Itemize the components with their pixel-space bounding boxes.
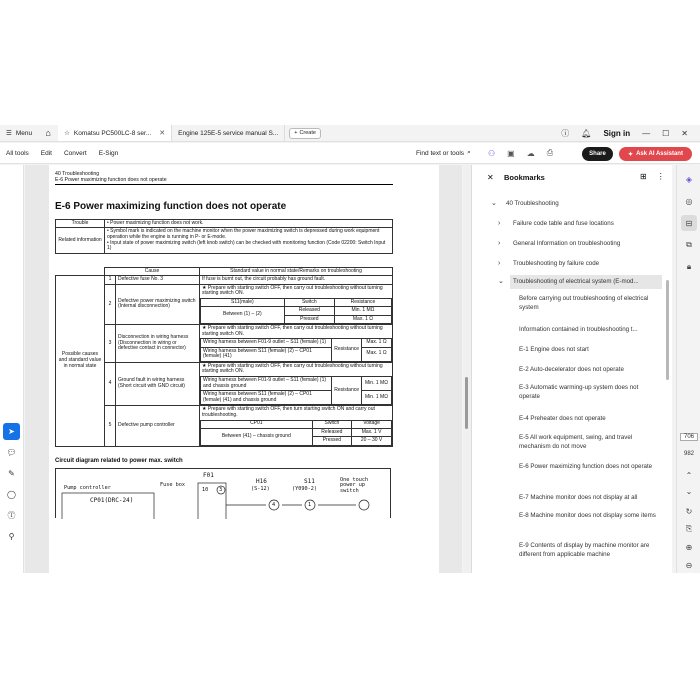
circuit-diagram [55, 468, 391, 518]
possible-causes-label: Possible causes and standard value in normal state [56, 276, 105, 446]
bookmarks-scrollbar[interactable] [666, 280, 669, 380]
row-detail: ★ Prepare with starting switch OFF, then carry out troubleshooting without turning starting switch ON. Wiring harness between F01-9 outlet – S11 (female) (1) and chassis ground Resistance Min. 1 MΩ Wiring harness between S11 (female) (2) – CP01 (female) (41) and chassis ground Min. 1 MΩ [200, 362, 393, 406]
row-no: 5 [105, 406, 116, 446]
bookmark-item[interactable]: › Troubleshooting by failure code [498, 260, 600, 267]
row-detail: ★ Prepare with starting switch OFF, then carry out troubleshooting without turning starting switch ON. S11(male) Switch Resistance Between (1) – (2) Released Min. 1 MΩ Pressed Max. 1 Ω [200, 284, 393, 324]
sign-in-button[interactable]: Sign in [603, 128, 631, 138]
pages-icon[interactable]: ⧉ [686, 240, 692, 249]
bookmark-item[interactable]: › Failure code table and fuse locations [498, 220, 614, 227]
title-bar [0, 125, 700, 142]
section-title: E-6 Power maximizing function does not operate [55, 200, 287, 212]
zoom-in-icon[interactable]: ⊕ [685, 542, 693, 552]
row-no: 4 [105, 362, 116, 406]
find-text-button[interactable] [416, 143, 471, 163]
main-toolbar [0, 143, 700, 164]
total-pages: 982 [683, 451, 694, 457]
plus-icon: + [294, 130, 298, 136]
h16-label: H16 [256, 477, 267, 485]
bookmark-item[interactable]: ⌄ 40 Troubleshooting [491, 200, 559, 207]
minimize-icon[interactable]: — [642, 128, 651, 138]
bookmark-item[interactable]: Before carrying out troubleshooting of electrical system [519, 295, 649, 311]
bookmarks-icon[interactable]: ⊟ [681, 215, 697, 231]
chevron-down-icon[interactable]: ⌄ [685, 486, 693, 496]
chevron-right-icon[interactable]: › [498, 240, 501, 247]
edit-button[interactable]: Edit [40, 149, 52, 157]
tab-label: Engine 125E-5 service manual S... [178, 129, 279, 137]
pin-3-label: 3 [219, 486, 223, 493]
esign-button[interactable]: E-Sign [98, 149, 119, 157]
pin-4-label: 4 [272, 501, 276, 508]
acrobat-window [0, 125, 700, 573]
fuse-box-label: Fuse box [160, 481, 185, 488]
menu-label: Menu [15, 129, 33, 137]
comments-icon[interactable]: ◎ [685, 196, 693, 206]
bookmark-item[interactable]: E-7 Machine monitor does not display at all [519, 494, 638, 501]
convert-button[interactable]: Convert [63, 149, 87, 157]
search-icon: ⌕ [467, 149, 471, 156]
bookmark-item-selected[interactable]: ⌄ Troubleshooting of electrical system (E-mod... [510, 275, 662, 289]
document-viewport[interactable] [25, 165, 462, 573]
title-bar-controls [561, 125, 700, 141]
find-label: Find text or tools [416, 149, 465, 157]
close-window-icon[interactable]: ✕ [681, 128, 688, 138]
tab-document-2[interactable] [172, 125, 285, 141]
pin-1-label: 1 [308, 501, 312, 508]
tab-document-1[interactable] [58, 125, 172, 141]
s11-sub-label: (Y090-2) [292, 485, 317, 492]
bookmark-header-icons [640, 172, 665, 181]
stamp-icon[interactable]: ⚲ [8, 532, 15, 541]
select-cursor-icon[interactable]: ➤ [3, 423, 20, 440]
bookmark-item[interactable]: E-8 Machine monitor does not display some items [519, 512, 656, 519]
chevron-right-icon[interactable]: › [498, 260, 501, 267]
bookmark-item[interactable]: Information contained in troubleshooting t... [519, 326, 638, 333]
bookmark-item[interactable]: E-4 Preheater does not operate [519, 415, 606, 422]
bookmark-item[interactable]: E-2 Auto-decelerator does not operate [519, 366, 624, 373]
scrollbar-thumb[interactable] [465, 377, 468, 429]
text-box-icon[interactable]: Ⓣ [7, 511, 16, 520]
row-detail: ★ Prepare with starting switch OFF, then turn starting switch ON and carry out troubleshooting. CP01 Switch Voltage Between (41) – chassis ground Released Max. 1 V Pressed 20 – 30 V [200, 406, 393, 446]
pin-10-label: 10 [202, 486, 209, 493]
bookmarks-header [472, 165, 672, 191]
chevron-right-icon[interactable]: › [498, 220, 501, 227]
all-tools-button[interactable]: All tools [6, 149, 29, 157]
trouble-table [55, 219, 393, 254]
row-cause: Defective power maximizing switch (Internal disconnection) [116, 284, 200, 324]
row-remark: If fuse is burnt out, the circuit probably has ground fault. [200, 276, 393, 284]
bookmark-item[interactable]: E-9 Contents of display by machine monitor are different from applicable machine [519, 542, 650, 558]
bookmark-item[interactable]: E-5 All work equipment, swing, and travel mechanism do not move [519, 434, 633, 450]
bookmarks-title: Bookmarks [504, 173, 545, 182]
save-icon[interactable]: ▣ [507, 148, 515, 158]
ai-chat-icon[interactable]: ◈ [685, 174, 693, 184]
home-icon[interactable]: ⌂ [45, 128, 51, 138]
h16-sub-label: (S-12) [251, 485, 270, 492]
help-icon[interactable]: ⓘ [561, 128, 570, 138]
hamburger-icon: ☰ [6, 130, 12, 137]
ai-label: Ask AI Assistant [636, 151, 683, 157]
running-head-2: E-6 Power maximizing function does not operate [55, 177, 393, 184]
upload-cloud-icon[interactable]: ☁ [526, 148, 535, 158]
lasso-icon[interactable]: ◯ [7, 490, 16, 499]
add-bookmark-icon[interactable]: ⊞ [640, 172, 647, 181]
bookmark-item[interactable]: E-6 Power maximizing function does not operate [519, 463, 653, 470]
trouble-text: • Power maximizing function does not work. [105, 219, 393, 227]
close-panel-icon[interactable]: ✕ [487, 173, 494, 182]
one-touch-label: One touch power up switch [340, 476, 369, 494]
organize-icon[interactable]: ⚇ [488, 148, 496, 158]
notifications-icon[interactable]: 🔔︎ [581, 128, 592, 138]
f01-label: F01 [203, 471, 214, 479]
row-cause: Ground fault in wiring harness (Short circuit with GND circuit) [116, 362, 200, 406]
row-cause: Defective pump controller [116, 406, 200, 446]
current-page-field[interactable]: 706 [680, 433, 698, 441]
row-cause: Disconnection in wiring harness (Disconnection in wiring or defective contact in connector) [116, 325, 200, 363]
related-text: • Symbol mark is indicated on the machine monitor when the power maximizing switch is depressed during work equipment operation while the engine is running in P- or E-mode. • Input state of power maximizing switch (left knob switch) can be checked with monitoring function (Code 02200: Switch Input 1) [105, 228, 393, 254]
lock-icon[interactable]: 🔒︎ [686, 262, 692, 271]
cp01-label: CP01(DRC-24) [90, 496, 134, 504]
row-cause: Defective fuse No. 3 [116, 276, 200, 284]
cause-header: Cause [105, 267, 200, 275]
menu-button[interactable] [0, 125, 38, 141]
document-scrollbar[interactable] [463, 165, 471, 573]
create-button[interactable] [289, 128, 321, 139]
row-no: 2 [105, 284, 116, 324]
bookmark-item[interactable]: E-3 Automatic warming-up system does not operate [519, 384, 639, 400]
running-head-1: 40 Troubleshooting [55, 171, 100, 177]
row-no: 3 [105, 325, 116, 363]
print-icon[interactable]: ⎙ [546, 148, 554, 157]
chevron-down-icon[interactable]: ⌄ [491, 200, 497, 207]
pen-icon[interactable]: ✎ [8, 469, 15, 478]
tab-label: Komatsu PC500LC-8 ser... [73, 129, 152, 137]
fit-page-icon[interactable]: ⎘ [685, 524, 693, 533]
share-button[interactable]: Share [582, 147, 613, 161]
pump-controller-label: Pump controller [64, 484, 111, 491]
ai-sparkle-icon: ✦ [628, 151, 634, 158]
row-no: 1 [105, 276, 116, 284]
bookmarks-panel [471, 165, 672, 573]
causes-table [55, 267, 393, 447]
toolbar-icons [488, 143, 553, 163]
chevron-down-icon[interactable]: ⌄ [498, 278, 504, 285]
more-options-icon[interactable]: ⋮ [656, 172, 665, 181]
s11-label: S11 [304, 477, 315, 485]
bookmark-item[interactable]: E-1 Engine does not start [519, 346, 589, 353]
create-label: Create [299, 130, 316, 136]
trouble-label: Trouble [56, 219, 105, 227]
right-tool-rail [676, 165, 700, 573]
star-icon[interactable]: ☆ [64, 130, 70, 137]
row-detail: ★ Prepare with starting switch OFF, then carry out troubleshooting without turning starting switch ON. Wiring harness between F01-9 outlet – S11 (female) (1) Resistance Max. 1 Ω Wiring harness between S11 (female) (2) – CP01 (female) (41) Max. 1 Ω [200, 325, 393, 363]
chevron-up-icon[interactable]: ⌃ [685, 470, 693, 480]
comment-icon[interactable]: 💬︎ [6, 448, 17, 457]
related-label: Related information [56, 228, 105, 254]
bookmark-item[interactable]: › General Information on troubleshooting [498, 240, 621, 247]
pdf-page [49, 165, 439, 573]
maximize-icon[interactable]: ☐ [662, 128, 670, 138]
ask-ai-assistant-button[interactable] [619, 147, 692, 161]
close-tab-icon[interactable]: ✕ [159, 130, 166, 137]
zoom-out-icon[interactable]: ⊖ [685, 560, 693, 570]
circuit-title: Circuit diagram related to power max. switch [55, 457, 183, 464]
rotate-icon[interactable]: ↻ [685, 506, 693, 516]
standard-header: Standard value in normal state/Remarks on troubleshooting [200, 267, 393, 275]
left-tool-rail [0, 165, 24, 573]
